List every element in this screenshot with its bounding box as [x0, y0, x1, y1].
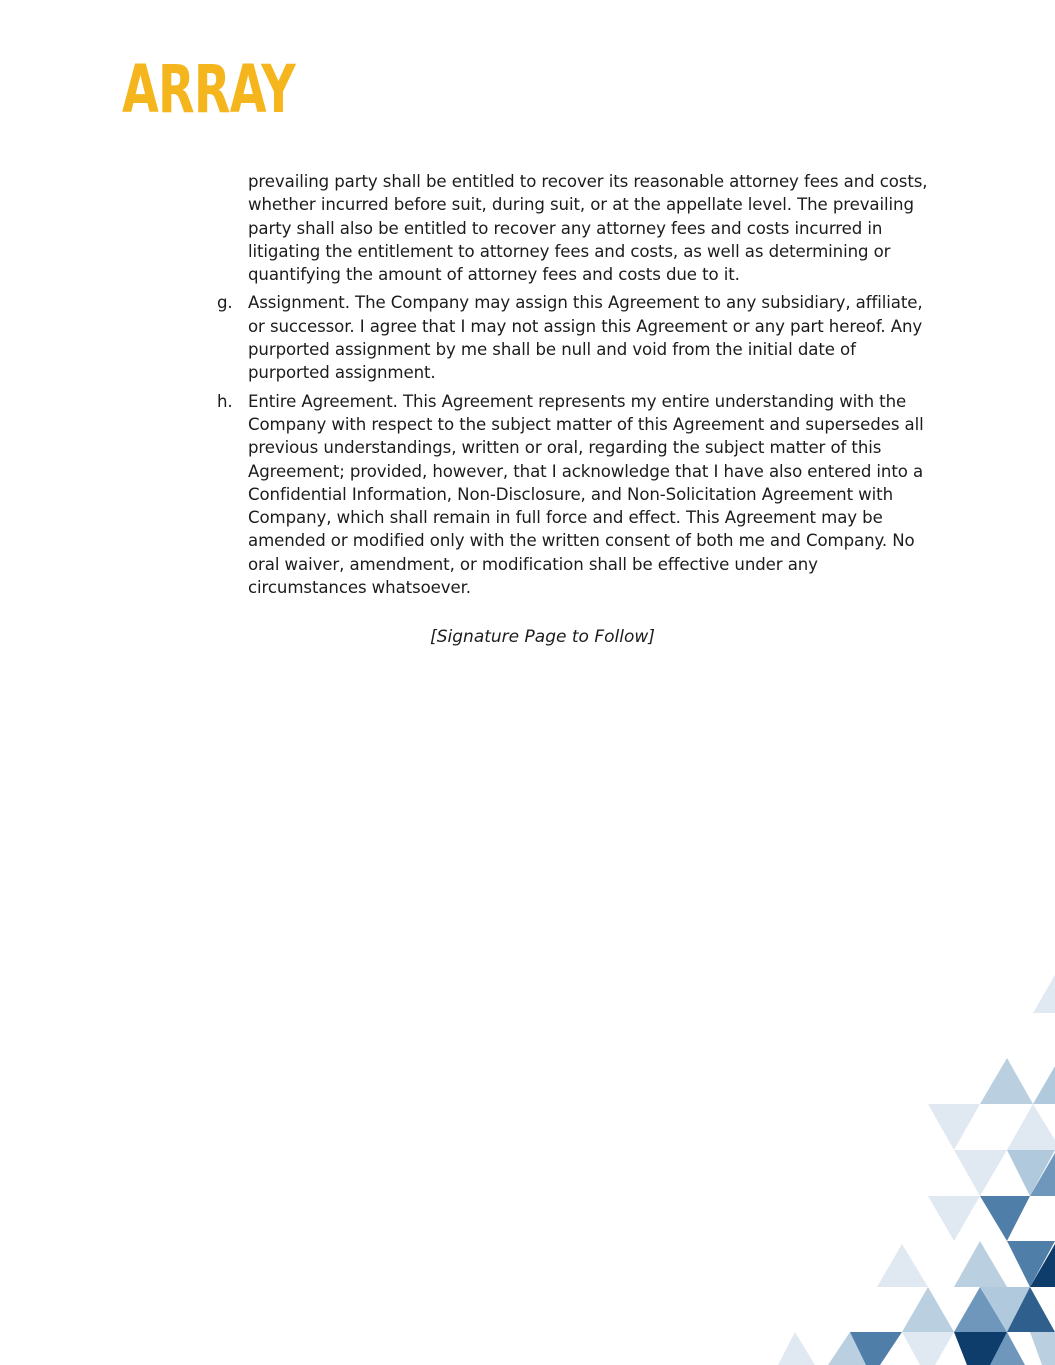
- list-item-text: Entire Agreement. This Agreement represents my entire understanding with the Company with respect to the subject matter of this Agreement and supersedes all previous understandings, written or oral, regarding the subject matter of this Agreement; provided, however, that I acknowledge that I have also entered into a Confidential Information, Non-Disclosure, and Non-Solicitation Agreement with Company, which shall remain in full force and effect. This Agreement may be amended or modified only with the written consent of both me and Company. No oral waiver, amendment, or modification shall be effective under any circumstances whatsoever.: [248, 391, 924, 598]
- list-marker: h.: [217, 391, 233, 411]
- signature-page-note: [Signature Page to Follow]: [430, 627, 655, 647]
- triangle-pattern: [778, 975, 1055, 1365]
- list-marker: g.: [217, 293, 233, 313]
- company-logo: ARRAY: [122, 51, 296, 128]
- list-item-text: Assignment. The Company may assign this Agreement to any subsidiary, affiliate, or successor. I agree that I may not assign this Agreement or any part hereof. Any purported assignment by me shall be null and void from the initial date of purported assignment.: [248, 293, 923, 383]
- continuation-paragraph: prevailing party shall be entitled to recover its reasonable attorney fees and costs, whether incurred before suit, during suit, or at the appellate level. The prevailing party shall also be entitled to recover any attorney fees and costs incurred in litigating the entitlement to attorney fees and costs, as well as determining or quantifying the amount of attorney fees and costs due to it.: [248, 172, 928, 285]
